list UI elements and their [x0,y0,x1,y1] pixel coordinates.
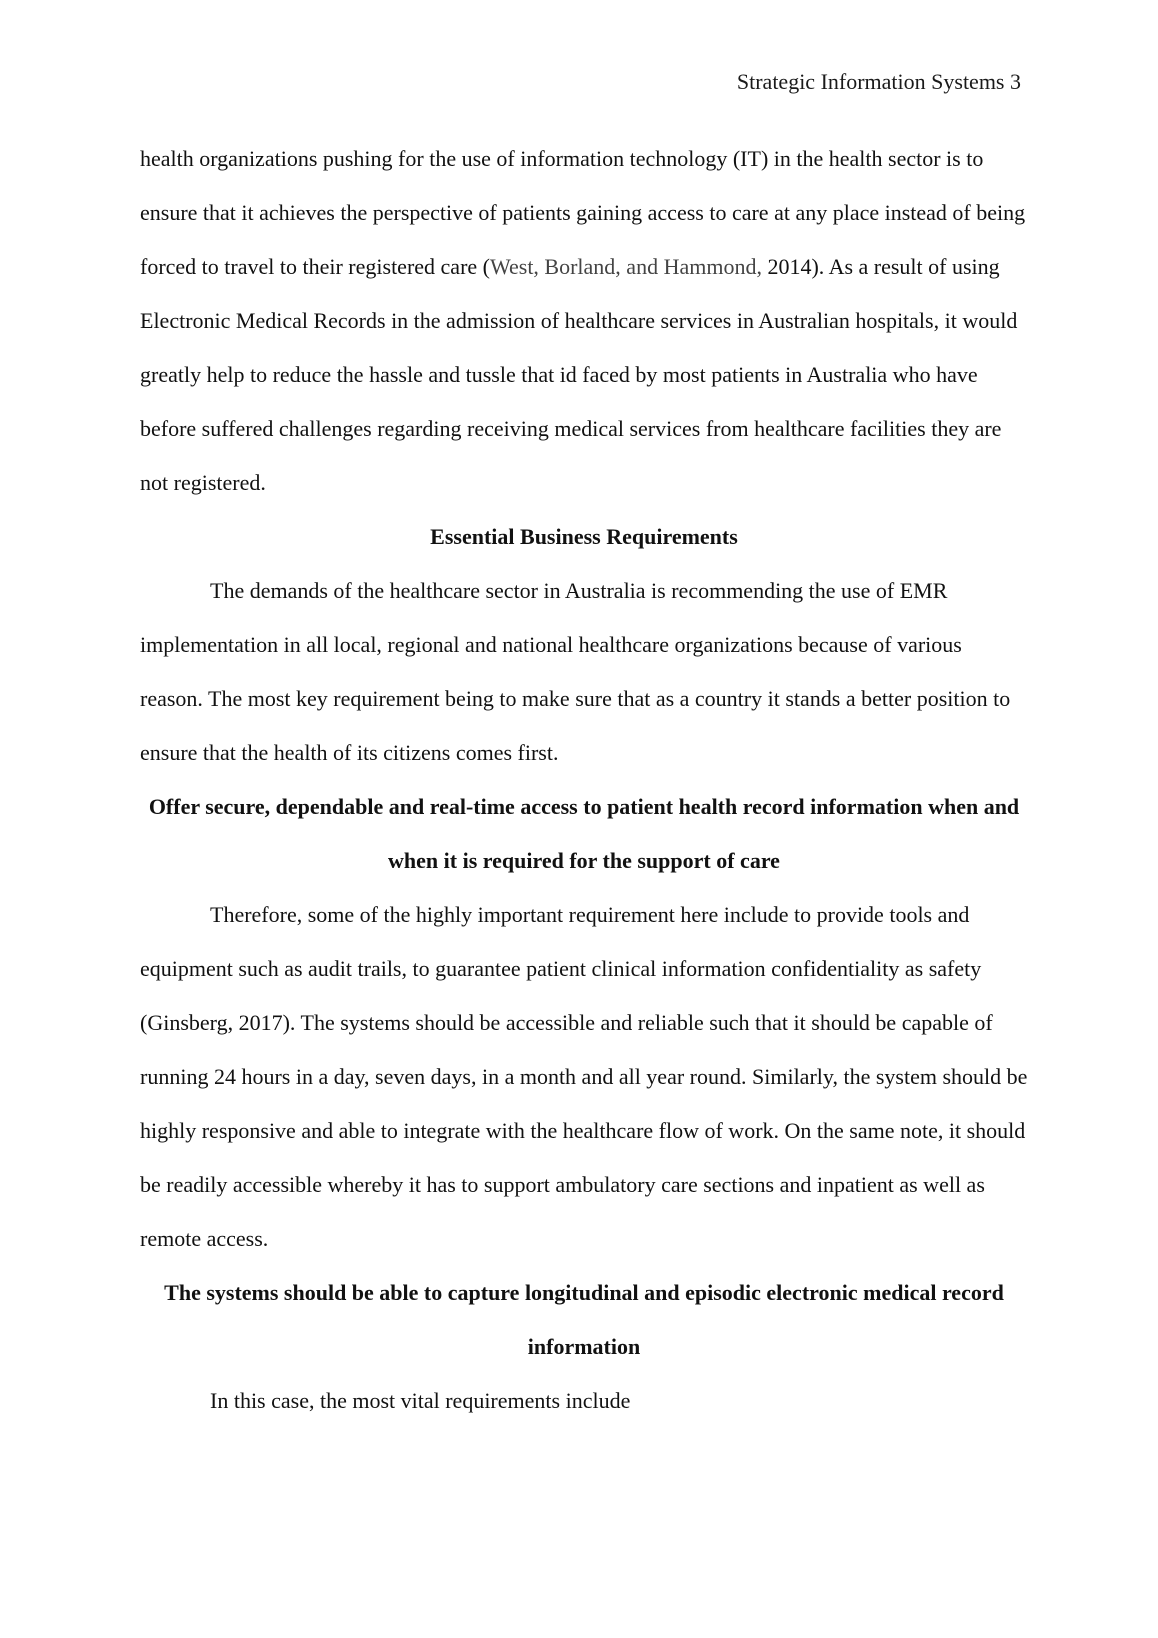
paragraph-1-text-a: health organizations pushing for the use of information technology (IT) in the health sector is to ensure that it achieves the perspective of patients gaining access to care at any place instead of being forced to travel to their registered care ( [140,146,1026,279]
heading-capture-records: The systems should be able to capture longitudinal and episodic electronic medical record information [164,1280,1004,1359]
paragraph-1-text-b: 2014). As a result of using Electronic Medical Records in the admission of healthcare services in Australian hospitals, it would greatly help to reduce the hassle and tussle that id faced by most patients in Australia who have before suffered challenges regarding receiving medical services from healthcare facilities they are not registered. [140,254,1018,495]
citation-west-borland-hammond: West, Borland, and Hammond, [489,254,762,279]
paragraph-demands: The demands of the healthcare sector in Australia is recommending the use of EMR implementation in all local, regional and national healthcare organizations because of various reason. The most key requirement being to make sure that as a country it stands a better position to ensure that the health of its citizens comes first. [140,578,1011,765]
heading-essential-business-requirements: Essential Business Requirements [430,524,738,549]
heading-secure-access: Offer secure, dependable and real-time access to patient health record information when and when it is required for the support of care [148,794,1020,873]
document-body [140,132,1028,1428]
running-head: Strategic Information Systems 3 [736,69,1021,94]
paragraph-continuation [140,132,1028,510]
paragraph-vital-requirements: In this case, the most vital requirements include [210,1388,631,1413]
paragraph-requirements: Therefore, some of the highly important requirement here include to provide tools and equipment such as audit trails, to guarantee patient clinical information confidentiality as safety (Ginsberg, 2017). The systems should be accessible and reliable such that it should be capable of running 24 hours in a day, seven days, in a month and all year round. Similarly, the system should be highly responsive and able to integrate with the healthcare flow of work. On the same note, it should be readily accessible whereby it has to support ambulatory care sections and inpatient as well as remote access. [140,902,1028,1251]
